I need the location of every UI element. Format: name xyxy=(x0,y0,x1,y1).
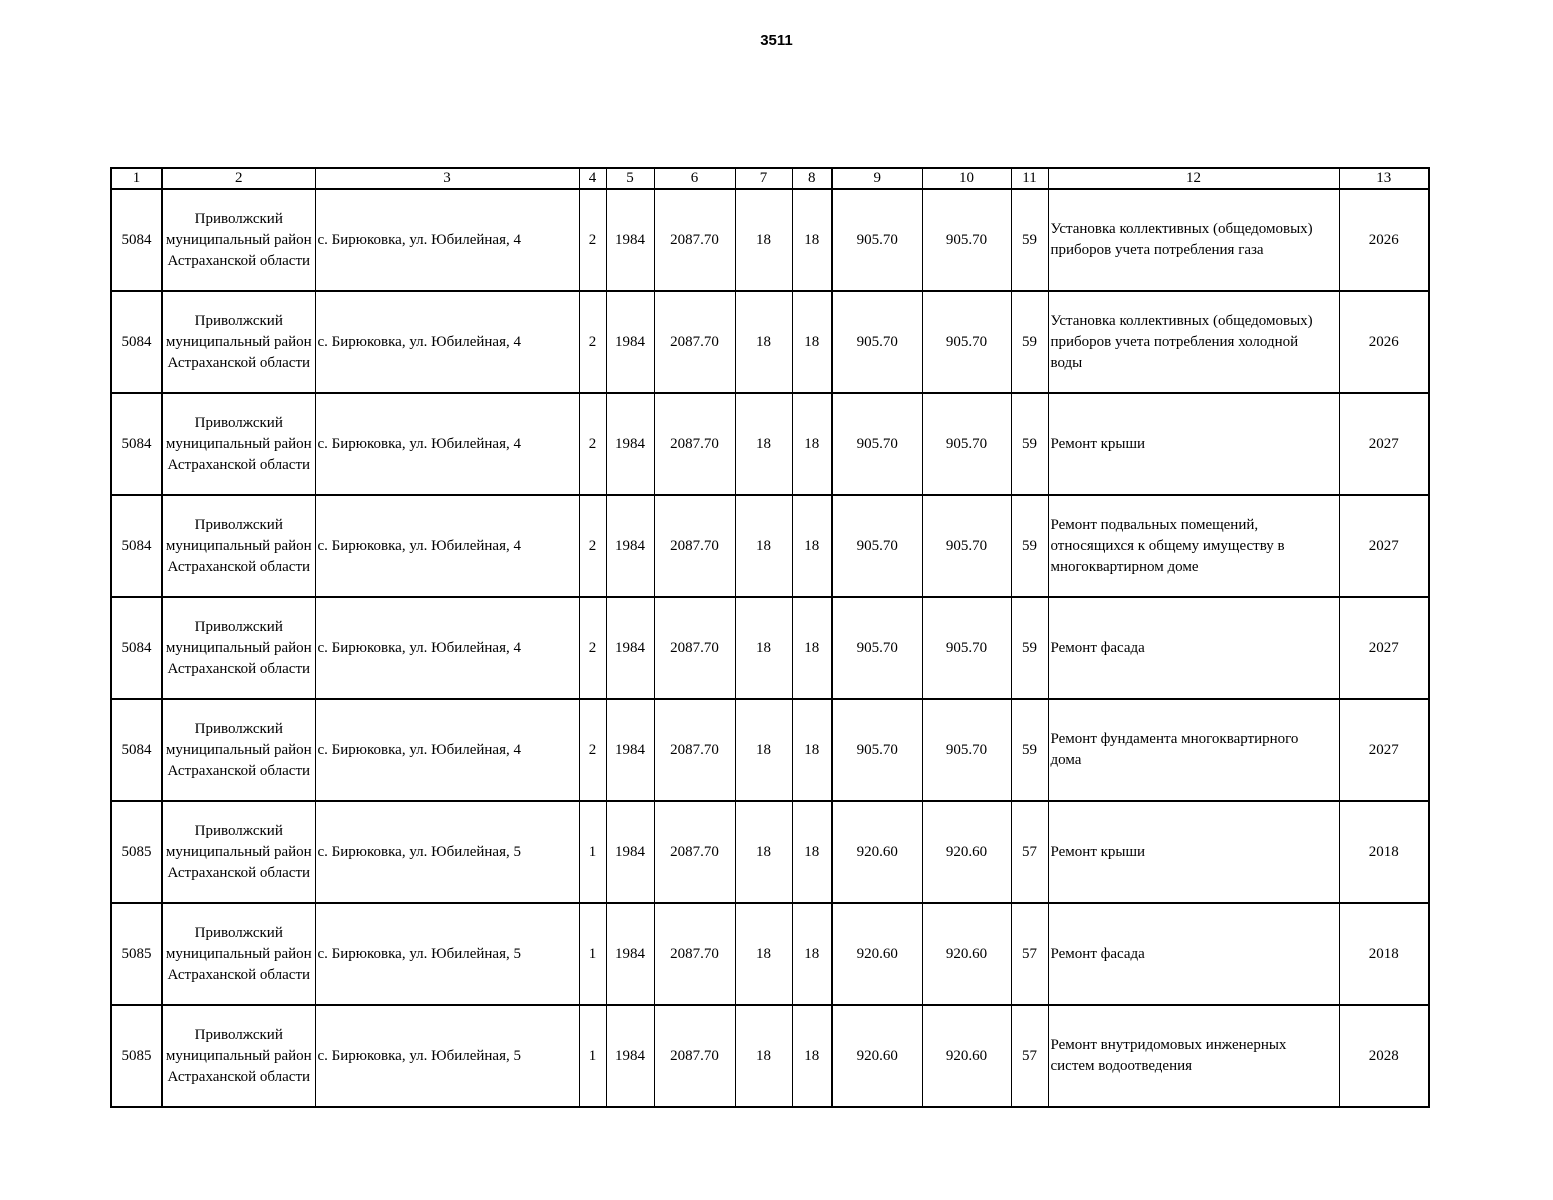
table-row xyxy=(111,597,1429,699)
header-year-built: 5 xyxy=(606,168,654,189)
cell-planned-year: 2027 xyxy=(1339,597,1429,699)
cell-col-8: 18 xyxy=(792,393,832,495)
cell-col-7: 18 xyxy=(735,393,792,495)
header-area-9: 9 xyxy=(832,168,922,189)
cell-total-area: 2087.70 xyxy=(654,189,735,291)
cell-record-id: 5084 xyxy=(111,189,162,291)
cell-floors: 2 xyxy=(579,393,606,495)
cell-record-id: 5085 xyxy=(111,801,162,903)
cell-address: с. Бирюковка, ул. Юбилейная, 5 xyxy=(315,801,579,903)
cell-col-7: 18 xyxy=(735,801,792,903)
cell-year-built: 1984 xyxy=(606,189,654,291)
cell-area-9: 920.60 xyxy=(832,903,922,1005)
header-row xyxy=(111,168,1429,189)
cell-work-type: Установка коллективных (общедомовых) приборов учета потребления холодной воды xyxy=(1048,291,1339,393)
header-record-id: 1 xyxy=(111,168,162,189)
header-col-7: 7 xyxy=(735,168,792,189)
table-row xyxy=(111,495,1429,597)
cell-municipality: Приволжский муниципальный район Астраханской области xyxy=(162,801,315,903)
cell-total-area: 2087.70 xyxy=(654,291,735,393)
cell-year-built: 1984 xyxy=(606,1005,654,1107)
cell-area-9: 905.70 xyxy=(832,597,922,699)
cell-municipality: Приволжский муниципальный район Астраханской области xyxy=(162,189,315,291)
cell-col-11: 59 xyxy=(1011,393,1048,495)
cell-floors: 2 xyxy=(579,699,606,801)
cell-col-8: 18 xyxy=(792,801,832,903)
cell-planned-year: 2027 xyxy=(1339,393,1429,495)
cell-total-area: 2087.70 xyxy=(654,801,735,903)
cell-area-10: 920.60 xyxy=(922,1005,1011,1107)
header-work-type: 12 xyxy=(1048,168,1339,189)
cell-area-9: 920.60 xyxy=(832,1005,922,1107)
cell-col-11: 57 xyxy=(1011,1005,1048,1107)
cell-work-type: Ремонт крыши xyxy=(1048,801,1339,903)
cell-col-7: 18 xyxy=(735,699,792,801)
cell-planned-year: 2026 xyxy=(1339,291,1429,393)
cell-col-11: 59 xyxy=(1011,495,1048,597)
capital-repair-table xyxy=(110,167,1430,1108)
cell-total-area: 2087.70 xyxy=(654,903,735,1005)
cell-floors: 1 xyxy=(579,801,606,903)
cell-municipality: Приволжский муниципальный район Астраханской области xyxy=(162,495,315,597)
cell-address: с. Бирюковка, ул. Юбилейная, 4 xyxy=(315,495,579,597)
cell-year-built: 1984 xyxy=(606,291,654,393)
table-row xyxy=(111,1005,1429,1107)
cell-floors: 1 xyxy=(579,903,606,1005)
cell-area-9: 920.60 xyxy=(832,801,922,903)
cell-floors: 2 xyxy=(579,291,606,393)
table-row xyxy=(111,903,1429,1005)
cell-municipality: Приволжский муниципальный район Астраханской области xyxy=(162,291,315,393)
cell-municipality: Приволжский муниципальный район Астраханской области xyxy=(162,393,315,495)
cell-municipality: Приволжский муниципальный район Астраханской области xyxy=(162,699,315,801)
cell-municipality: Приволжский муниципальный район Астраханской области xyxy=(162,903,315,1005)
cell-col-7: 18 xyxy=(735,903,792,1005)
cell-area-10: 905.70 xyxy=(922,597,1011,699)
cell-work-type: Ремонт фасада xyxy=(1048,597,1339,699)
cell-area-10: 905.70 xyxy=(922,393,1011,495)
table-row xyxy=(111,393,1429,495)
cell-area-9: 905.70 xyxy=(832,495,922,597)
cell-address: с. Бирюковка, ул. Юбилейная, 5 xyxy=(315,1005,579,1107)
cell-address: с. Бирюковка, ул. Юбилейная, 4 xyxy=(315,597,579,699)
cell-year-built: 1984 xyxy=(606,801,654,903)
page-number: 3511 xyxy=(760,32,793,49)
header-col-8: 8 xyxy=(792,168,832,189)
cell-planned-year: 2027 xyxy=(1339,699,1429,801)
cell-col-11: 57 xyxy=(1011,801,1048,903)
cell-work-type: Ремонт крыши xyxy=(1048,393,1339,495)
header-address: 3 xyxy=(315,168,579,189)
cell-work-type: Ремонт фасада xyxy=(1048,903,1339,1005)
table-body xyxy=(111,189,1429,1107)
cell-col-8: 18 xyxy=(792,495,832,597)
cell-col-11: 59 xyxy=(1011,597,1048,699)
header-municipality: 2 xyxy=(162,168,315,189)
cell-work-type: Ремонт фундамента многоквартирного дома xyxy=(1048,699,1339,801)
cell-col-11: 59 xyxy=(1011,291,1048,393)
cell-total-area: 2087.70 xyxy=(654,495,735,597)
cell-area-9: 905.70 xyxy=(832,699,922,801)
cell-address: с. Бирюковка, ул. Юбилейная, 4 xyxy=(315,699,579,801)
cell-area-9: 905.70 xyxy=(832,291,922,393)
cell-col-8: 18 xyxy=(792,291,832,393)
cell-area-9: 905.70 xyxy=(832,393,922,495)
header-area-10: 10 xyxy=(922,168,1011,189)
cell-area-10: 905.70 xyxy=(922,291,1011,393)
cell-address: с. Бирюковка, ул. Юбилейная, 4 xyxy=(315,291,579,393)
table-row xyxy=(111,189,1429,291)
cell-year-built: 1984 xyxy=(606,495,654,597)
cell-record-id: 5084 xyxy=(111,291,162,393)
cell-planned-year: 2028 xyxy=(1339,1005,1429,1107)
cell-area-10: 920.60 xyxy=(922,903,1011,1005)
cell-col-11: 57 xyxy=(1011,903,1048,1005)
cell-col-7: 18 xyxy=(735,189,792,291)
header-total-area: 6 xyxy=(654,168,735,189)
cell-col-8: 18 xyxy=(792,903,832,1005)
header-planned-year: 13 xyxy=(1339,168,1429,189)
cell-total-area: 2087.70 xyxy=(654,393,735,495)
cell-total-area: 2087.70 xyxy=(654,699,735,801)
cell-municipality: Приволжский муниципальный район Астраханской области xyxy=(162,597,315,699)
cell-year-built: 1984 xyxy=(606,903,654,1005)
cell-year-built: 1984 xyxy=(606,699,654,801)
cell-area-9: 905.70 xyxy=(832,189,922,291)
cell-floors: 1 xyxy=(579,1005,606,1107)
cell-area-10: 905.70 xyxy=(922,699,1011,801)
cell-planned-year: 2027 xyxy=(1339,495,1429,597)
cell-municipality: Приволжский муниципальный район Астраханской области xyxy=(162,1005,315,1107)
cell-col-11: 59 xyxy=(1011,699,1048,801)
cell-col-7: 18 xyxy=(735,1005,792,1107)
cell-record-id: 5085 xyxy=(111,1005,162,1107)
header-floors: 4 xyxy=(579,168,606,189)
cell-planned-year: 2018 xyxy=(1339,903,1429,1005)
cell-planned-year: 2018 xyxy=(1339,801,1429,903)
cell-work-type: Ремонт внутридомовых инженерных систем водоотведения xyxy=(1048,1005,1339,1107)
cell-col-11: 59 xyxy=(1011,189,1048,291)
table-row xyxy=(111,699,1429,801)
table-row xyxy=(111,291,1429,393)
cell-record-id: 5084 xyxy=(111,393,162,495)
cell-col-7: 18 xyxy=(735,291,792,393)
cell-address: с. Бирюковка, ул. Юбилейная, 4 xyxy=(315,189,579,291)
cell-col-8: 18 xyxy=(792,597,832,699)
cell-total-area: 2087.70 xyxy=(654,1005,735,1107)
cell-col-8: 18 xyxy=(792,699,832,801)
cell-area-10: 905.70 xyxy=(922,189,1011,291)
cell-record-id: 5084 xyxy=(111,495,162,597)
cell-address: с. Бирюковка, ул. Юбилейная, 5 xyxy=(315,903,579,1005)
cell-record-id: 5085 xyxy=(111,903,162,1005)
cell-work-type: Установка коллективных (общедомовых) приборов учета потребления газа xyxy=(1048,189,1339,291)
table-row xyxy=(111,801,1429,903)
cell-floors: 2 xyxy=(579,189,606,291)
cell-area-10: 920.60 xyxy=(922,801,1011,903)
cell-work-type: Ремонт подвальных помещений, относящихся к общему имуществу в многоквартирном доме xyxy=(1048,495,1339,597)
cell-record-id: 5084 xyxy=(111,699,162,801)
cell-year-built: 1984 xyxy=(606,393,654,495)
cell-col-8: 18 xyxy=(792,189,832,291)
cell-year-built: 1984 xyxy=(606,597,654,699)
header-col-11: 11 xyxy=(1011,168,1048,189)
cell-floors: 2 xyxy=(579,597,606,699)
cell-planned-year: 2026 xyxy=(1339,189,1429,291)
cell-floors: 2 xyxy=(579,495,606,597)
cell-col-7: 18 xyxy=(735,597,792,699)
cell-area-10: 905.70 xyxy=(922,495,1011,597)
cell-col-7: 18 xyxy=(735,495,792,597)
cell-col-8: 18 xyxy=(792,1005,832,1107)
cell-address: с. Бирюковка, ул. Юбилейная, 4 xyxy=(315,393,579,495)
cell-total-area: 2087.70 xyxy=(654,597,735,699)
cell-record-id: 5084 xyxy=(111,597,162,699)
